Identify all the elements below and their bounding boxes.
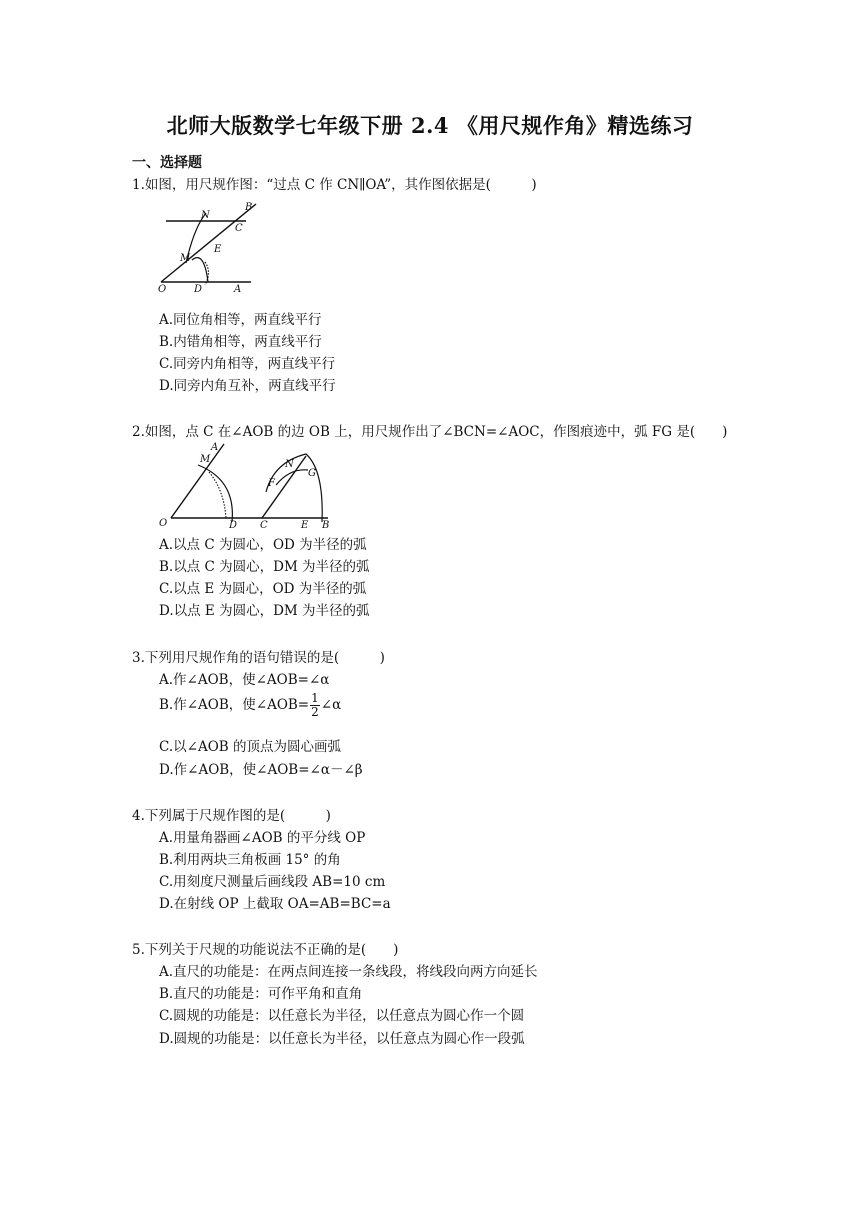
fig1-label-a: A [234, 284, 242, 294]
question-1-option-d: D.同旁内角互补，两直线平行 [159, 378, 336, 394]
question-5-option-d: D.圆规的功能是：以任意长为半径，以任意点为圆心作一段弧 [159, 1031, 525, 1047]
option-b-prefix: B.作∠AOB，使∠AOB= [159, 697, 310, 713]
question-2-stem: 2.如图，点 C 在∠AOB 的边 OB 上，用尺规作出了∠BCN=∠AOC，作图痕迹中，弧 FG 是( ) [132, 424, 728, 440]
question-4-option-d: D.在射线 OP 上截取 OA=AB=BC=a [159, 896, 391, 912]
fig2-label-b: B [322, 520, 330, 531]
fig2-label-d: D [229, 520, 238, 531]
question-1-figure [156, 198, 266, 294]
fig2-label-f: F [268, 478, 275, 489]
fig1-label-n: N [201, 210, 210, 221]
question-4-option-a: A.用量角器画∠AOB 的平分线 OP [159, 830, 366, 846]
fraction-denominator: 2 [311, 705, 319, 719]
question-2-option-c: C.以点 E 为圆心，OD 为半径的弧 [159, 581, 367, 597]
question-2-option-d: D.以点 E 为圆心，DM 为半径的弧 [159, 603, 370, 619]
fig2-label-m: M [200, 454, 211, 465]
fig1-label-c: C [235, 223, 243, 234]
question-5-option-b: B.直尺的功能是：可作平角和直角 [159, 986, 363, 1002]
question-5-option-a: A.直尺的功能是：在两点间连接一条线段，将线段向两方向延长 [159, 964, 538, 980]
question-3-option-d: D.作∠AOB，使∠AOB=∠α－∠β [159, 762, 363, 778]
fig1-label-o: O [158, 284, 167, 294]
fig2-label-o: O [159, 518, 168, 529]
fig2-label-n: N [285, 459, 294, 470]
fraction-one-half [310, 692, 320, 719]
question-4-stem: 4.下列属于尺规作图的是( ) [132, 808, 331, 824]
fraction-numerator: 1 [311, 691, 319, 705]
fig2-label-a: A [211, 442, 219, 453]
fig2-label-c: C [260, 520, 268, 531]
section-heading: 一、选择题 [132, 155, 202, 171]
fig1-label-m: M [180, 253, 191, 264]
fig2-label-e: E [301, 520, 309, 531]
page-title: 北师大版数学七年级下册 2.4 《用尺规作角》精选练习 [166, 113, 694, 138]
fig1-label-e: E [214, 244, 222, 255]
question-3-option-a: A.作∠AOB，使∠AOB=∠α [159, 672, 330, 688]
question-1-stem: 1.如图，用尺规作图：“过点 C 作 CN∥OA”，其作图依据是( ) [132, 177, 537, 193]
question-5-option-c: C.圆规的功能是：以任意长为半径，以任意点为圆心作一个圆 [159, 1008, 525, 1024]
fig1-label-b: B [245, 202, 253, 213]
question-3-option-b [159, 692, 341, 719]
question-2-option-b: B.以点 C 为圆心，DM 为半径的弧 [159, 559, 370, 575]
fig1-label-d: D [194, 284, 203, 294]
question-3-option-c: C.以∠AOB 的顶点为圆心画弧 [159, 739, 341, 755]
question-1-option-c: C.同旁内角相等，两直线平行 [159, 356, 336, 372]
ray-oa [171, 444, 224, 518]
question-4-option-c: C.用刻度尺测量后画线段 AB=10 cm [159, 874, 386, 890]
question-1-option-b: B.内错角相等，两直线平行 [159, 334, 322, 350]
arc-dotted [209, 472, 226, 518]
question-1-option-a: A.同位角相等，两直线平行 [159, 312, 322, 328]
question-3-stem: 3.下列用尺规作角的语句错误的是( ) [132, 650, 385, 666]
arc-fg [276, 470, 308, 485]
question-2-figure [156, 440, 336, 532]
question-2-option-a: A.以点 C 为圆心，OD 为半径的弧 [159, 537, 367, 553]
option-b-suffix: ∠α [320, 697, 342, 713]
question-5-stem: 5.下列关于尺规的功能说法不正确的是( ) [132, 942, 399, 958]
question-4-option-b: B.利用两块三角板画 15° 的角 [159, 852, 341, 868]
arc-md [192, 258, 208, 282]
fig2-label-g: G [308, 468, 316, 479]
